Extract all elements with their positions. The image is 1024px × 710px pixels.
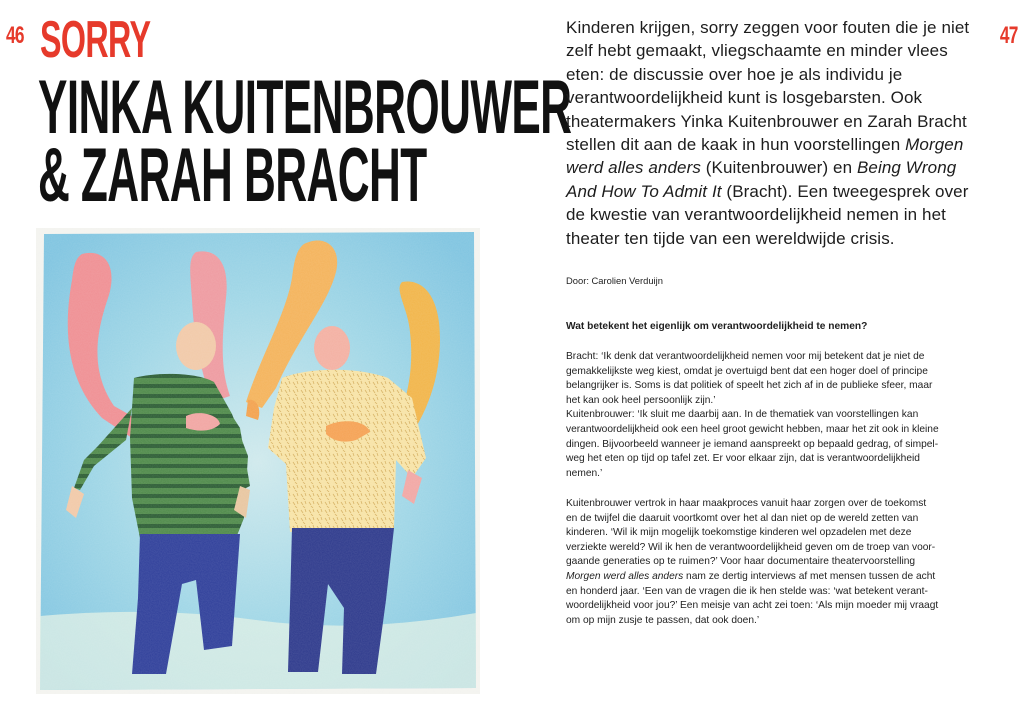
illustration <box>36 228 480 694</box>
body-line: woordelijkheid voor jou?’ Een meisje van acht zei toen: ‘Als mijn moeder mij vraagt <box>566 600 939 612</box>
body-line: om op mijn zusje te passen, dat ook doen.’ <box>566 614 760 626</box>
intro-text-3: (Bracht). Een tweegesprek over de kwestie van verantwoordelijkheid nemen in het theater ten tijde van een wereldwijde crisis. <box>566 181 969 248</box>
intro-text-2: (Kuitenbrouwer) en <box>700 158 857 178</box>
headline <box>38 65 572 218</box>
intro-text-1: Kinderen krijgen, sorry zeggen voor fouten die je niet zelf hebt gemaakt, vliegschaamte en minder vlees eten: de discussie over hoe je als individu je verantwoordelijkheid kunt is losgebarsten. Ook theatermakers Yinka Kuitenbrouwer en Zarah Bracht stellen dit aan de kaak in hun voorstellingen <box>566 18 970 155</box>
body-paragraph <box>566 497 991 628</box>
body-line: verziekte wereld? Wil ik hen de verantwoordelijkheid geven om de troep van voor- <box>566 541 936 553</box>
body-line: en honderd jaar. ‘Een van de vragen die ik hen stelde was: ‘wat betekent verant- <box>566 585 928 597</box>
answer-line: Bracht: ‘Ik denk dat verantwoordelijkheid nemen voor mij betekent dat je niet de <box>566 351 925 362</box>
answer-line: belangrijker is. Soms is dat politiek of speelt het zich af in de publieke sfeer, maar <box>566 380 933 392</box>
answer-line: Kuitenbrouwer: ‘Ik sluit me daarbij aan. In de thematiek van voorstellingen kan <box>566 409 919 421</box>
body-line: en de twijfel die daaruit voortkomt over het al dan niet op de wereld zetten van <box>566 512 919 524</box>
play-title: Morgen werd alles anders <box>566 570 684 582</box>
answer-line: dingen. Bijvoorbeeld wanneer je iemand aanspreekt op bepaald gedrag, of simpel- <box>566 438 939 450</box>
answer-line: nemen.’ <box>566 467 603 479</box>
illustration-grain <box>36 228 480 694</box>
byline: Door: Carolien Verduijn <box>566 275 663 286</box>
answer-line: het kan ook heel persoonlijk zijn.’ <box>566 394 716 406</box>
answer-line: gemakkelijkste weg kiest, omdat je overtuigd bent dat een hoger doel of principe <box>566 365 928 377</box>
body-line: gaande generaties op te ruimen?’ Voor haar documentaire theatervoorstelling <box>566 556 916 568</box>
body-line: Kuitenbrouwer vertrok in haar maakproces vanuit haar zorgen over de toekomst <box>566 498 927 509</box>
intro-title-1: Morgen werd alles anders <box>566 135 964 178</box>
section-kicker: SORRY <box>40 11 151 69</box>
answer-line: verantwoordelijkheid ook een heel groot gewicht hebben, maar het zit ook in kleine <box>566 423 939 435</box>
question: Wat betekent het eigenlijk om verantwoordelijkheid te nemen? <box>566 321 868 332</box>
headline-line-2: & ZARAH BRACHT <box>38 133 427 218</box>
intro-title-2: Being Wrong And How To Admit It <box>566 158 957 201</box>
body-line: kinderen. ‘Wil ik mijn mogelijk toekomstige kinderen wel opzadelen met deze <box>566 527 912 539</box>
headline-line-1: YINKA KUITENBROUWER <box>38 65 572 150</box>
page-number-left: 46 <box>6 22 24 49</box>
page-number-right: 47 <box>1000 22 1018 49</box>
body-line-continuation: nam ze dertig interviews af met mensen tussen de acht <box>683 570 936 582</box>
intro-paragraph <box>566 16 986 250</box>
body-line <box>566 570 991 585</box>
answer-line: weg het eten op tijd op tafel zet. Er voor elkaar zijn, dat is verantwoordelijkheid <box>566 453 920 465</box>
answer-paragraph <box>566 350 991 481</box>
